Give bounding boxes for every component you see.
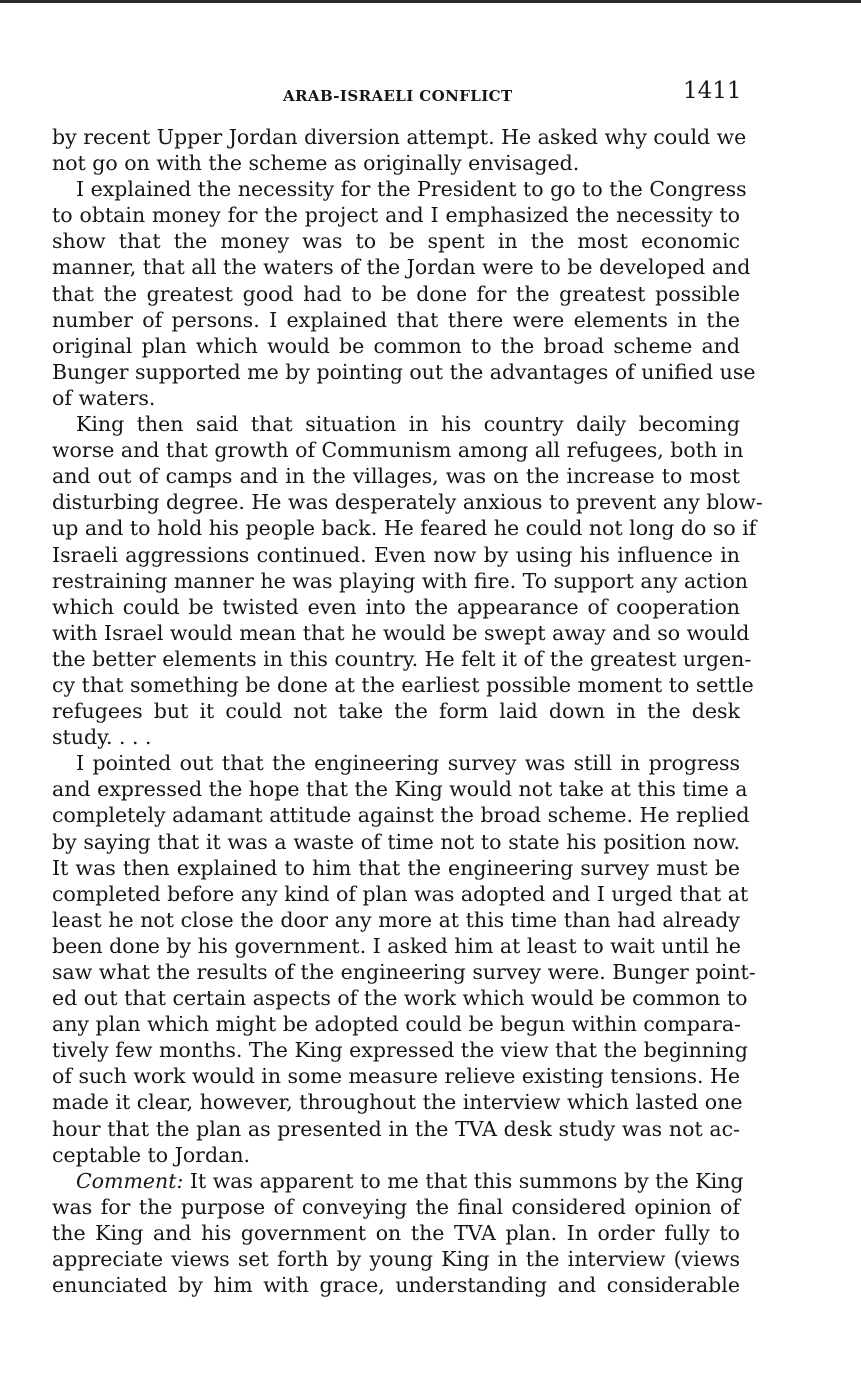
text-line: been done by his government. I asked him at least to wait until he xyxy=(52,933,741,958)
text-line: study. . . . xyxy=(52,725,152,750)
page-number: 1411 xyxy=(683,78,742,104)
text-line: which could be twisted even into the appearance of cooperation xyxy=(52,594,740,619)
text-line: any plan which might be adopted could be begun within compara- xyxy=(52,1012,741,1037)
text-line: and expressed the hope that the King would not take at this time a xyxy=(52,777,748,802)
text-line xyxy=(52,1168,744,1194)
text-line: show that the money was to be spent in the most economic xyxy=(52,229,740,254)
paragraph-4 xyxy=(52,750,756,1168)
text-line: I pointed out that the engineering survey was still in progress xyxy=(76,751,740,776)
text-line: I explained the necessity for the President to go to the Congress xyxy=(76,177,747,202)
text-line: that the greatest good had to be done for the greatest possible xyxy=(52,281,740,306)
text-line: by saying that it was a waste of time not to state his position now. xyxy=(52,829,740,854)
body-text xyxy=(52,124,763,1298)
text-line: the better elements in this country. He felt it of the greatest urgen- xyxy=(52,646,752,671)
text-line: Israeli aggressions continued. Even now by using his influence in xyxy=(52,542,740,567)
text-line: least he not close the door any more at this time than had already xyxy=(52,907,740,932)
text-line: Bunger supported me by pointing out the advantages of unified use xyxy=(52,359,756,384)
text-line: enunciated by him with grace, understanding and considerable xyxy=(52,1273,740,1298)
text-line: It was then explained to him that the engineering survey must be xyxy=(52,855,740,880)
text-line: worse and that growth of Communism among all refugees, both in xyxy=(52,438,744,463)
text-line: with Israel would mean that he would be swept away and so would xyxy=(52,620,750,645)
text-line: made it clear, however, throughout the interview which lasted one xyxy=(52,1090,743,1115)
text-line: the King and his government on the TVA plan. In order fully to xyxy=(52,1220,740,1245)
text-line: of such work would in some measure relieve existing tensions. He xyxy=(52,1064,741,1089)
text-line: was for the purpose of conveying the final considered opinion of xyxy=(52,1194,740,1219)
text-line: not go on with the scheme as originally envisaged. xyxy=(52,151,580,176)
text-line: of waters. xyxy=(52,385,156,410)
text-line: hour that the plan as presented in the TVA desk study was not ac- xyxy=(52,1116,740,1141)
text-line: completely adamant attitude against the broad scheme. He replied xyxy=(52,803,750,828)
text-line-rest: It was apparent to me that this summons by the King xyxy=(183,1168,744,1193)
top-border-rule xyxy=(0,0,861,3)
text-line: tively few months. The King expressed the view that the beginning xyxy=(52,1038,748,1063)
running-head xyxy=(0,78,861,112)
text-line: King then said that situation in his country daily becoming xyxy=(76,412,740,437)
text-line: cy that something be done at the earliest possible moment to settle xyxy=(52,672,754,697)
text-line: ceptable to Jordan. xyxy=(52,1142,251,1167)
text-line: appreciate views set forth by young King in the interview (views xyxy=(52,1247,740,1272)
text-line: and out of camps and in the villages, was on the increase to most xyxy=(52,464,740,489)
text-line: up and to hold his people back. He feared he could not long do so if xyxy=(52,516,757,541)
text-line: restraining manner he was playing with fire. To support any action xyxy=(52,568,748,593)
paragraph-3 xyxy=(52,411,763,750)
text-line: original plan which would be common to the broad scheme and xyxy=(52,333,740,358)
paragraph-1 xyxy=(52,124,747,176)
running-head-title: ARAB-ISRAELI CONFLICT xyxy=(283,87,513,105)
text-line: disturbing degree. He was desperately anxious to prevent any blow- xyxy=(52,490,763,515)
text-line: by recent Upper Jordan diversion attempt. He asked why could we xyxy=(52,125,747,149)
comment-lead-in: Comment: xyxy=(76,1168,184,1193)
text-line: refugees but it could not take the form laid down in the desk xyxy=(52,699,740,724)
paragraph-5 xyxy=(52,1168,744,1298)
text-line: completed before any kind of plan was adopted and I urged that at xyxy=(52,881,749,906)
text-line: ed out that certain aspects of the work which would be common to xyxy=(52,986,748,1011)
text-line: to obtain money for the project and I emphasized the necessity to xyxy=(52,203,740,228)
paragraph-2 xyxy=(52,176,756,411)
text-line: saw what the results of the engineering survey were. Bunger point- xyxy=(52,960,756,984)
text-line: number of persons. I explained that there were elements in the xyxy=(52,307,740,332)
text-line: manner, that all the waters of the Jordan were to be developed and xyxy=(52,255,751,280)
